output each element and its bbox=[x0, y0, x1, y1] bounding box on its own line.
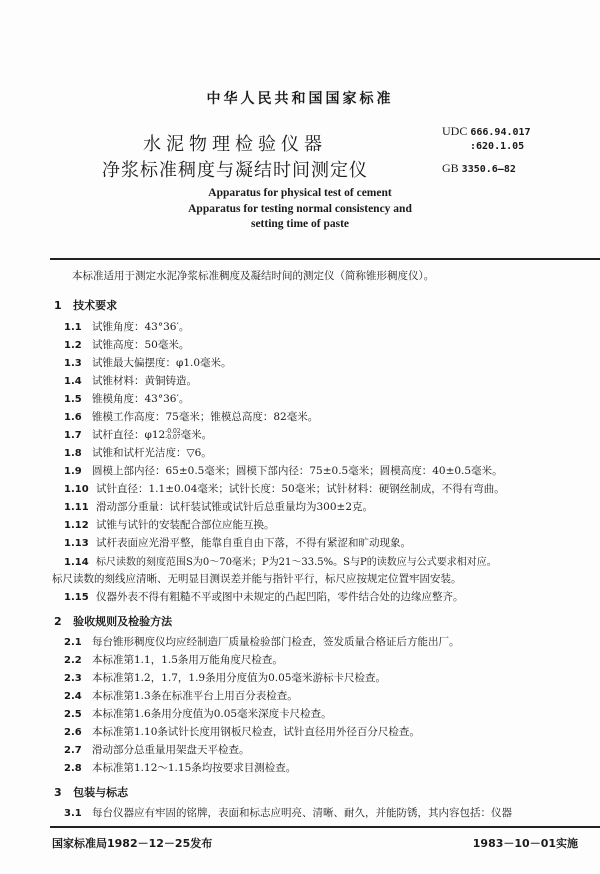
clause-1-1 bbox=[64, 319, 189, 334]
gb-number: 3350.6—82 bbox=[461, 164, 516, 175]
tolerance bbox=[165, 429, 180, 441]
clause-number: 1.6 bbox=[64, 412, 82, 423]
udc-code bbox=[442, 125, 531, 153]
clause-text: 标尺读数的刻度范围S为0～70毫米；P为21～33.5%。S与P的读数应与公式要求相对应。 bbox=[96, 557, 497, 568]
clause-2-1 bbox=[64, 634, 460, 649]
clause-text: 本标准第1.6条用分度值为0.05毫米深度卡尺检查。 bbox=[92, 708, 332, 720]
clause-number: 1.3 bbox=[64, 358, 82, 369]
gb-label: GB bbox=[442, 161, 459, 175]
clause-number: 2.2 bbox=[64, 655, 82, 666]
clause-number: 1.4 bbox=[64, 376, 82, 387]
clause-number: 1.5 bbox=[64, 394, 82, 405]
clause-text: 试锥和试杆光洁度：▽6。 bbox=[92, 447, 212, 459]
clause-number: 1.13 bbox=[64, 538, 89, 549]
clause-number: 1.7 bbox=[64, 430, 82, 441]
clause-text: 试锥最大偏摆度：φ1.0毫米。 bbox=[92, 357, 232, 369]
national-standard-header: 中华人民共和国国家标准 bbox=[206, 91, 394, 107]
clause-number: 1.10 bbox=[64, 484, 89, 495]
clause-1-10 bbox=[64, 481, 505, 496]
clause-number: 1.9 bbox=[64, 466, 82, 477]
clause-text: 锥模工作高度：75毫米；锥模总高度：82毫米。 bbox=[92, 411, 319, 423]
clause-number: 1.15 bbox=[64, 592, 89, 603]
clause-text: 每台锥形稠度仪均应经制造厂质量检验部门检查，签发质量合格证后方能出厂。 bbox=[92, 636, 460, 648]
clause-number: 2.1 bbox=[64, 637, 82, 648]
english-title-line: Apparatus for testing normal consistency and bbox=[188, 202, 412, 215]
clause-number: 1.12 bbox=[64, 520, 89, 531]
section-title: 验收规则及检验方法 bbox=[73, 615, 173, 628]
clause-number: 2.8 bbox=[64, 763, 82, 774]
section-title: 技术要求 bbox=[73, 299, 118, 312]
clause-text: 锥模角度：43°36′。 bbox=[92, 393, 190, 405]
clause-2-7 bbox=[64, 742, 250, 757]
clause-text: 滑动部分总重量用架盘天平检查。 bbox=[92, 744, 250, 756]
clause-2-5 bbox=[64, 706, 332, 721]
clause-number: 2.4 bbox=[64, 691, 82, 702]
clause-number: 2.5 bbox=[64, 709, 82, 720]
clause-number: 1.11 bbox=[64, 502, 89, 513]
gb-code bbox=[442, 161, 516, 176]
issued-date: 国家标准局1982－12－25发布 bbox=[52, 837, 213, 850]
clause-number: 1.2 bbox=[64, 340, 82, 351]
clause-number: 3.1 bbox=[64, 808, 82, 819]
clause-text: 每台仪器应有牢固的铭牌，表面和标志应明亮、清晰、耐久，并能防锈，其内容包括：仪器 bbox=[92, 807, 512, 819]
clause-text: 本标准第1.12～1.15条均按要求目测检查。 bbox=[92, 762, 297, 774]
bottom-divider bbox=[50, 826, 600, 828]
clause-3-1 bbox=[64, 805, 512, 820]
clause-1-12 bbox=[64, 517, 275, 532]
clause-1-3 bbox=[64, 355, 232, 370]
clause-1-15 bbox=[64, 589, 464, 604]
top-divider bbox=[50, 258, 600, 260]
tolerance-lower: -0.07 bbox=[165, 434, 181, 441]
clause-number: 1.14 bbox=[64, 557, 89, 568]
clause-1-2 bbox=[64, 337, 189, 352]
english-title bbox=[100, 186, 500, 233]
clause-text: 试锥高度：50毫米。 bbox=[92, 339, 190, 351]
intro-paragraph: 本标准适用于测定水泥净浆标准稠度及凝结时间的测定仪（简称锥形稠度仪）。 bbox=[72, 270, 435, 282]
effective-date: 1983－10－01实施 bbox=[472, 837, 578, 850]
clause-text: 本标准第1.2，1.7，1.9条用分度值为0.05毫米游标卡尺检查。 bbox=[92, 672, 386, 684]
clause-text: 试锥材料：黄铜铸造。 bbox=[92, 375, 197, 387]
clause-2-4 bbox=[64, 688, 298, 703]
clause-1-4 bbox=[64, 373, 197, 388]
udc-number-line2: :620.1.05 bbox=[470, 141, 525, 152]
clause-text: 试杆直径：φ12 bbox=[92, 429, 166, 441]
section-number: 3 bbox=[54, 786, 62, 799]
clause-number: 1.8 bbox=[64, 448, 82, 459]
clause-number: 2.7 bbox=[64, 745, 82, 756]
clause-1-8 bbox=[64, 445, 212, 460]
clause-number: 2.6 bbox=[64, 727, 82, 738]
clause-1-9 bbox=[64, 463, 503, 478]
section-number: 1 bbox=[54, 299, 62, 312]
clause-number: 1.1 bbox=[64, 322, 82, 333]
section-1-heading bbox=[54, 297, 117, 313]
clause-1-14 bbox=[64, 553, 497, 568]
clause-text: 圆模上部内径：65±0.5毫米；圆模下部内径：75±0.5毫米；圆模高度：40±0.5毫米。 bbox=[92, 465, 503, 477]
clause-2-8 bbox=[64, 760, 296, 775]
clause-text: 本标准第1.1，1.5条用万能角度尺检查。 bbox=[92, 654, 283, 666]
clause-1-11 bbox=[64, 499, 373, 514]
clause-text: 试针直径：1.1±0.04毫米；试针长度：50毫米；试针材料：硬钢丝制成，不得有弯曲。 bbox=[96, 483, 505, 495]
clause-1-13 bbox=[64, 535, 411, 550]
section-2-heading bbox=[54, 613, 172, 629]
udc-label: UDC bbox=[442, 124, 468, 138]
clause-text: 滑动部分重量：试杆装试锥或试针后总重量均为300±2克。 bbox=[96, 501, 374, 513]
clause-text: 本标准第1.10条试针长度用钢板尺检查，试针直径用外径百分尺检查。 bbox=[92, 726, 420, 738]
tolerance-upper: -0.02 bbox=[165, 428, 181, 435]
clause-text: 试杆表面应光滑平整，能靠自重自由下落，不得有紧涩和旷动现象。 bbox=[96, 537, 411, 549]
clause-1-7 bbox=[64, 427, 212, 442]
clause-2-6 bbox=[64, 724, 420, 739]
clause-text: 试锥与试针的安装配合部位应能互换。 bbox=[96, 519, 275, 531]
section-3-heading bbox=[54, 784, 128, 800]
clause-1-5 bbox=[64, 391, 189, 406]
clause-text: 试锥角度：43°36′。 bbox=[92, 321, 190, 333]
title-chinese-line1: 水泥物理检验仪器 bbox=[143, 134, 327, 155]
clause-1-6 bbox=[64, 409, 318, 424]
clause-number: 2.3 bbox=[64, 673, 82, 684]
udc-number-line1: 666.94.017 bbox=[470, 127, 531, 138]
clause-text: 本标准第1.3条在标准平台上用百分表检查。 bbox=[92, 690, 298, 702]
section-title: 包装与标志 bbox=[73, 786, 129, 799]
section-number: 2 bbox=[54, 615, 62, 628]
clause-text: 仪器外表不得有粗糙不平或图中未规定的凸起凹陷，零件结合处的边缘应整齐。 bbox=[96, 591, 464, 603]
clause-2-2 bbox=[64, 652, 283, 667]
english-title-line: setting time of paste bbox=[250, 218, 350, 230]
clause-1-14-continuation: 标尺读数的刻线应清晰、无明显目测误差并能与指针平行，标尺应按规定位置牢固安装。 bbox=[52, 573, 462, 585]
clause-text: 毫米。 bbox=[180, 429, 213, 441]
clause-2-3 bbox=[64, 670, 386, 685]
title-chinese-line2: 净浆标准稠度与凝结时间测定仪 bbox=[102, 160, 368, 181]
english-title-line: Apparatus for physical test of cement bbox=[208, 187, 392, 199]
